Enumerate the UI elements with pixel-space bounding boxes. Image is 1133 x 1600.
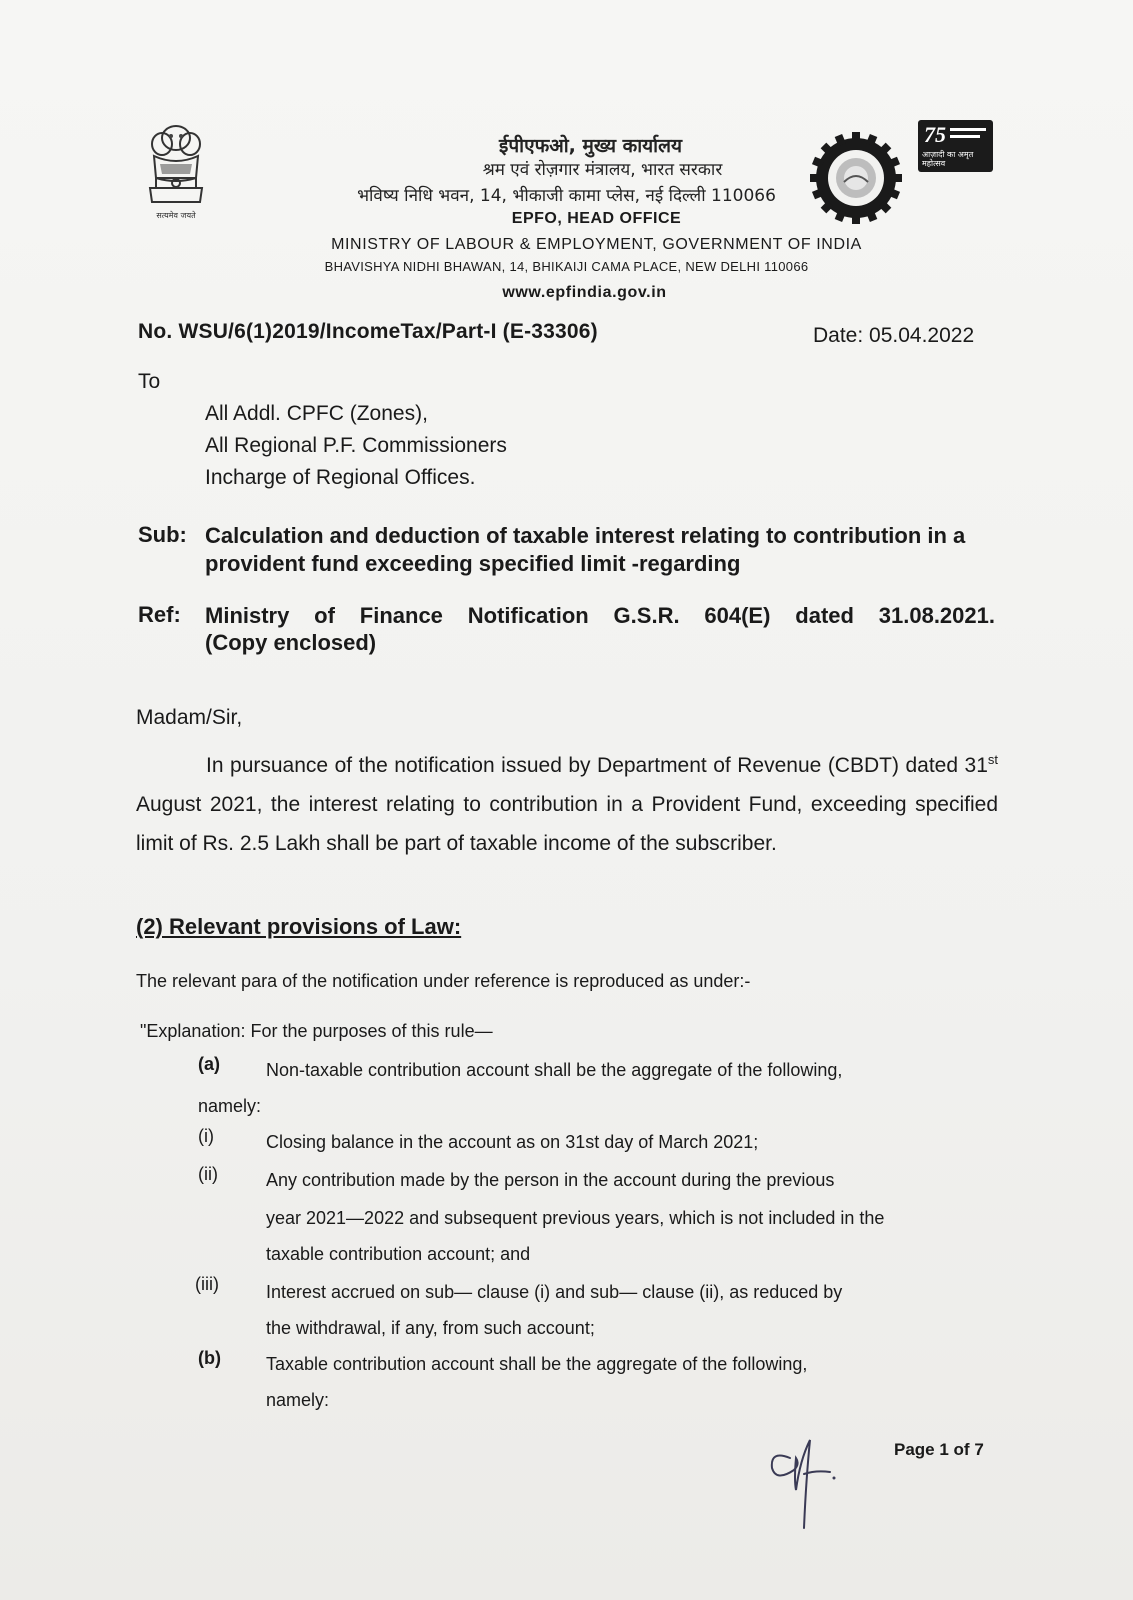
emblem-caption: सत्यमेव जयते xyxy=(156,211,196,220)
item-label-a: (a) xyxy=(198,1054,220,1074)
item-text-iii-2: the withdrawal, if any, from such account; xyxy=(266,1318,595,1338)
item-text-i: Closing balance in the account as on 31st day of March 2021; xyxy=(266,1132,759,1152)
header-hindi-ministry: श्रम एवं रोज़गार मंत्रालय, भारत सरकार xyxy=(482,160,723,180)
page-prefix: Page xyxy=(894,1440,940,1459)
item-text-a: Non-taxable contribution account shall be the aggregate of the following, xyxy=(266,1060,843,1080)
addressee-line: Incharge of Regional Offices. xyxy=(205,466,476,489)
reference-copy-note: (Copy enclosed) xyxy=(205,630,377,655)
page-total: 7 xyxy=(974,1440,984,1459)
header-ministry: MINISTRY OF LABOUR & EMPLOYMENT, GOVERNMENT OF INDIA xyxy=(331,236,862,253)
header-address: BHAVISHYA NIDHI BHAWAN, 14, BHIKAIJI CAMA PLACE, NEW DELHI 110066 xyxy=(324,259,809,274)
item-text-iii-1: Interest accrued on sub— clause (i) and sub— clause (ii), as reduced by xyxy=(266,1282,843,1302)
body-paragraph xyxy=(136,740,998,863)
item-label-iii: (iii) xyxy=(195,1274,219,1294)
subject-label: Sub: xyxy=(138,522,187,547)
header-org: EPFO, HEAD OFFICE xyxy=(511,210,682,227)
item-label-i: (i) xyxy=(198,1126,214,1146)
item-label-ii: (ii) xyxy=(198,1164,218,1184)
para-part-2: August 2021, the interest relating to contribution in a Provident Fund, exceeding specified limit of Rs. 2.5 Lakh shall be part of taxable income of the subscriber. xyxy=(136,793,998,855)
header-website: www.epfindia.gov.in xyxy=(502,284,667,301)
signature-icon xyxy=(760,1420,840,1530)
addressee-list xyxy=(205,398,507,494)
subject-text: Calculation and deduction of taxable interest relating to contribution in a provident fund exceeding specified limit -regarding xyxy=(205,523,966,576)
explanation-heading: "Explanation: For the purposes of this rule— xyxy=(140,1021,493,1041)
reference-text: Ministry of Finance Notification G.S.R. 604(E) dated 31.08.2021. xyxy=(205,603,995,628)
amrit-caption: आज़ादी का अमृत महोत्सव xyxy=(922,150,974,168)
addressee-line: All Addl. CPFC (Zones), xyxy=(205,402,428,425)
reference-label: Ref: xyxy=(138,602,181,627)
addressee-line: All Regional P.F. Commissioners xyxy=(205,434,507,457)
item-text-ii-2: year 2021—2022 and subsequent previous years, which is not included in the xyxy=(266,1208,885,1228)
header-hindi-org: ईपीएफओ, मुख्य कार्यालय xyxy=(499,135,682,157)
amrit-mahotsav-logo: 75 आज़ादी का अमृत महोत्सव xyxy=(918,120,993,172)
section-intro: The relevant para of the notification under reference is reproduced as under:- xyxy=(136,971,751,991)
to-label: To xyxy=(138,370,161,393)
item-text-ii-1: Any contribution made by the person in the account during the previous xyxy=(266,1170,835,1190)
page-number xyxy=(894,1440,984,1460)
section-heading: (2) Relevant provisions of Law: xyxy=(136,914,462,939)
epfo-logo-icon xyxy=(808,130,904,226)
item-text-b: Taxable contribution account shall be the aggregate of the following, xyxy=(266,1354,808,1374)
item-text-a-cont: namely: xyxy=(198,1096,262,1116)
letter-reference-number: No. WSU/6(1)2019/IncomeTax/Part-I (E-33306) xyxy=(138,320,598,343)
letter-date: Date: 05.04.2022 xyxy=(813,324,975,347)
para-part-1: In pursuance of the notification issued by Department of Revenue (CBDT) dated 31 xyxy=(206,754,988,777)
page-of: of xyxy=(948,1440,975,1459)
header-hindi-address: भविष्य निधि भवन, 14, भीकाजी कामा प्लेस, नई दिल्ली 110066 xyxy=(357,186,776,206)
salutation: Madam/Sir, xyxy=(136,706,243,729)
para-superscript: st xyxy=(987,752,998,767)
item-text-b-cont: namely: xyxy=(266,1390,330,1410)
item-label-b: (b) xyxy=(198,1348,221,1368)
item-text-ii-3: taxable contribution account; and xyxy=(266,1244,531,1264)
page-current: 1 xyxy=(939,1440,949,1459)
